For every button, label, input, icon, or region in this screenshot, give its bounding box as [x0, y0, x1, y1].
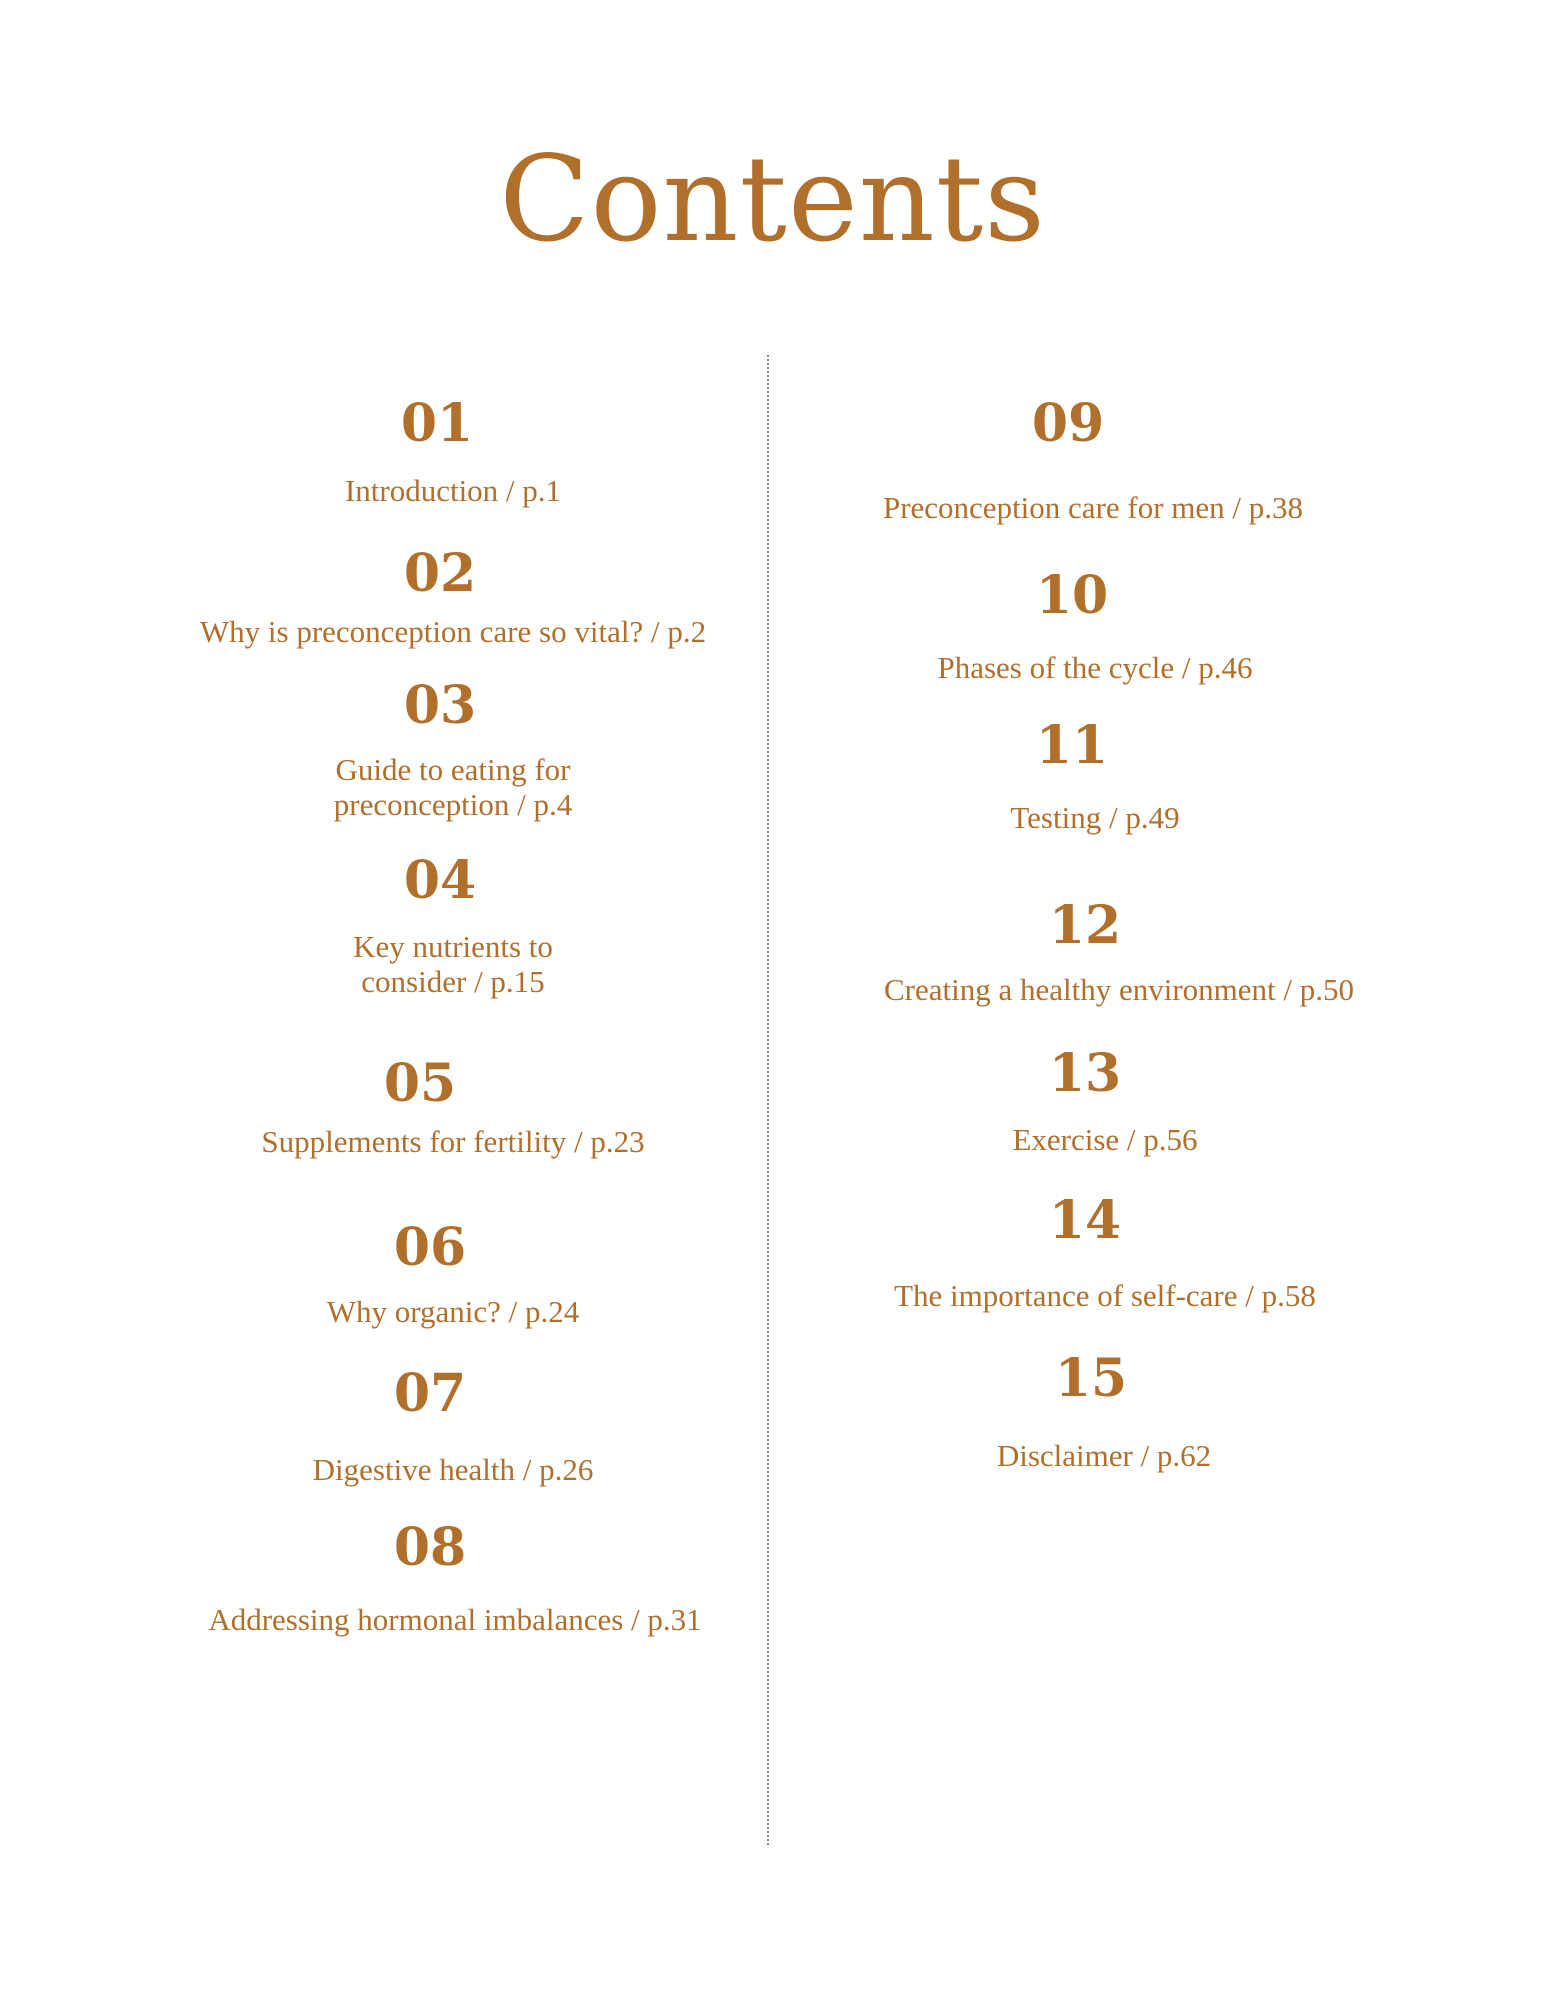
section-number-08: 08 — [393, 1517, 467, 1578]
section-link-13[interactable]: Exercise / p.56 — [1012, 1122, 1198, 1157]
section-number-10: 10 — [1035, 565, 1109, 626]
section-number-02: 02 — [403, 543, 477, 604]
section-number-05: 05 — [383, 1053, 457, 1114]
section-number-11: 11 — [1035, 715, 1109, 776]
section-link-04-line1[interactable]: Key nutrients to — [353, 929, 553, 964]
section-number-01: 01 — [400, 393, 474, 454]
section-number-07: 07 — [393, 1363, 467, 1424]
section-link-07[interactable]: Digestive health / p.26 — [312, 1452, 594, 1487]
section-link-11[interactable]: Testing / p.49 — [1010, 800, 1180, 835]
section-link-01[interactable]: Introduction / p.1 — [344, 473, 562, 508]
section-number-15: 15 — [1054, 1348, 1128, 1409]
section-number-14: 14 — [1048, 1190, 1122, 1251]
section-link-10[interactable]: Phases of the cycle / p.46 — [937, 650, 1253, 685]
section-number-04: 04 — [403, 850, 477, 911]
section-link-05[interactable]: Supplements for fertility / p.23 — [261, 1124, 645, 1159]
section-link-09[interactable]: Preconception care for men / p.38 — [882, 490, 1304, 525]
section-link-03-line2[interactable]: preconception / p.4 — [333, 787, 573, 822]
section-link-04-line2[interactable]: consider / p.15 — [361, 964, 545, 999]
section-number-13: 13 — [1048, 1043, 1122, 1104]
section-number-09: 09 — [1031, 393, 1105, 454]
section-link-14[interactable]: The importance of self-care / p.58 — [894, 1278, 1316, 1313]
section-number-12: 12 — [1048, 895, 1122, 956]
section-link-12[interactable]: Creating a healthy environment / p.50 — [883, 972, 1355, 1007]
section-link-06[interactable]: Why organic? / p.24 — [326, 1294, 580, 1329]
section-link-03-line1[interactable]: Guide to eating for — [335, 752, 571, 787]
section-link-15[interactable]: Disclaimer / p.62 — [996, 1438, 1212, 1473]
section-number-06: 06 — [393, 1217, 467, 1278]
page-title: Contents — [499, 130, 1046, 268]
section-link-08[interactable]: Addressing hormonal imbalances / p.31 — [208, 1602, 702, 1637]
section-link-02[interactable]: Why is preconception care so vital? / p.2 — [199, 614, 707, 649]
section-number-03: 03 — [403, 675, 477, 736]
